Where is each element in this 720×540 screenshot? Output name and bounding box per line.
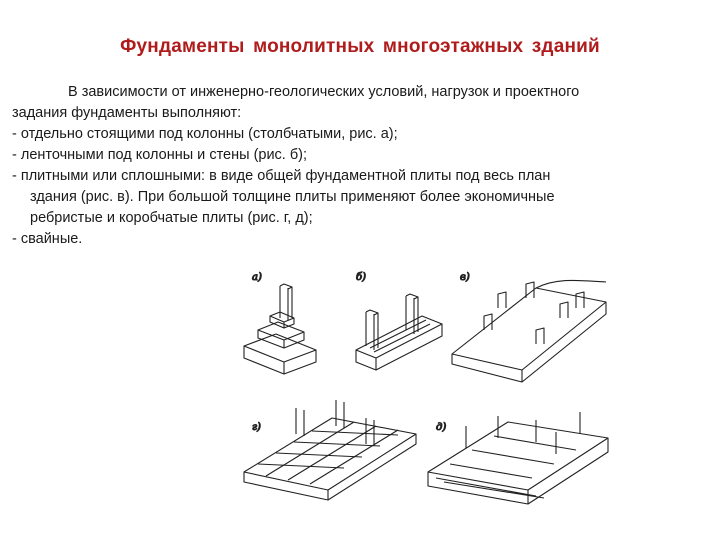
ribbed-slab-drawing bbox=[244, 400, 416, 500]
list-item: - ленточными под колонны и стены (рис. б); bbox=[12, 147, 308, 163]
body-line: задания фундаменты выполняют: bbox=[12, 105, 242, 121]
figure-label-d: г) bbox=[252, 422, 261, 433]
figure-label-a: а) bbox=[252, 272, 262, 283]
slide-body bbox=[12, 82, 692, 250]
slide-title: Фундаменты монолитных многоэтажных зданий bbox=[120, 36, 600, 57]
foundation-types-figure bbox=[236, 258, 616, 508]
list-item-continuation: здания (рис. в). При большой толщине плиты применяют более экономичные bbox=[30, 189, 555, 205]
isolated-footing-drawing bbox=[244, 284, 316, 374]
list-item: - плитными или сплошными: в виде общей фундаментной плиты под весь план bbox=[12, 168, 551, 184]
strip-footing-drawing bbox=[356, 294, 442, 370]
box-slab-drawing bbox=[428, 412, 608, 504]
body-line: В зависимости от инженерно-геологических условий, нагрузок и проектного bbox=[68, 84, 580, 100]
figure-label-e: д) bbox=[436, 422, 447, 433]
list-item: - отдельно стоящими под колонны (столбчатыми, рис. а); bbox=[12, 126, 398, 142]
figure-label-c: в) bbox=[460, 272, 470, 283]
list-item-continuation: ребристые и коробчатые плиты (рис. г, д); bbox=[30, 210, 313, 226]
list-item: - свайные. bbox=[12, 231, 83, 247]
slab-foundation-drawing bbox=[452, 280, 606, 382]
figure-label-b: б) bbox=[356, 272, 367, 283]
